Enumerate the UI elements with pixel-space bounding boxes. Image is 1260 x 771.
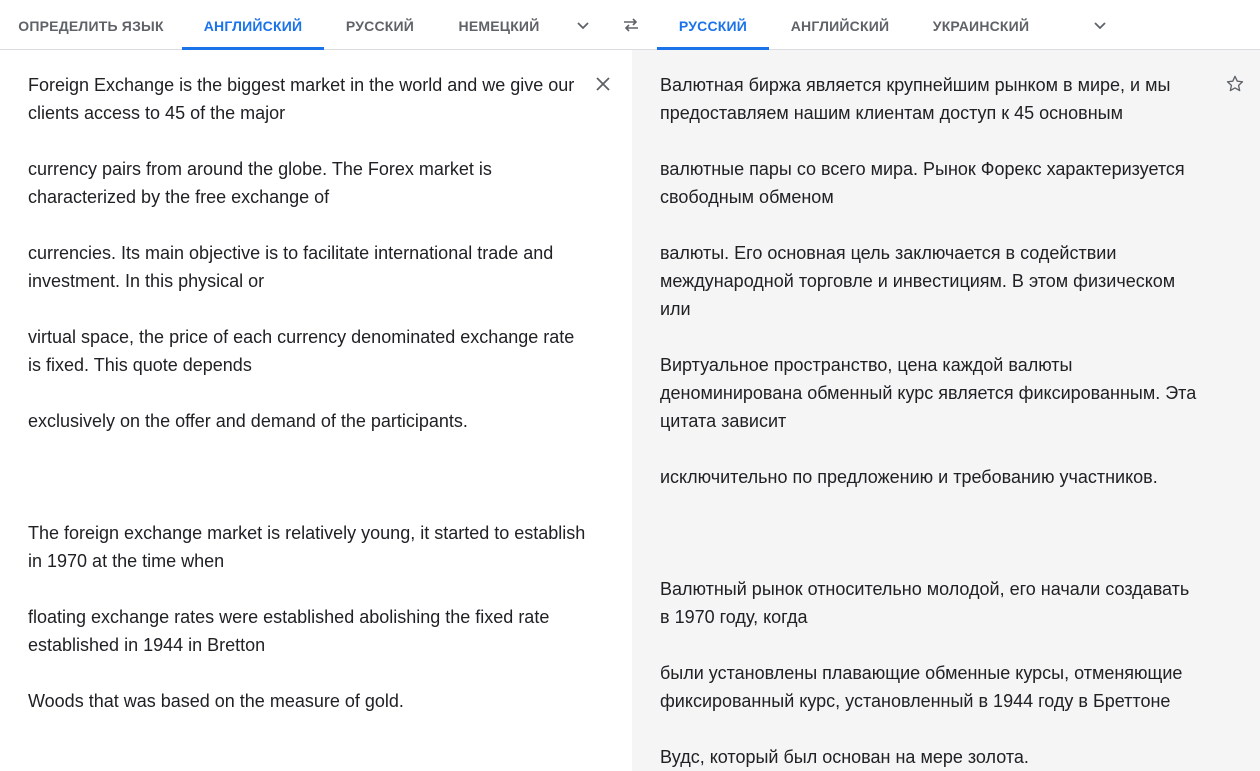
source-text-input[interactable]: Foreign Exchange is the biggest market in the world and we give our clients access to 45 of the major currency pairs from around the globe. The Forex market is characterized by the free exchange of currencies. Its main objective is to facilitate international trade and investment. In this physical or virtual space, the price of each currency denominated exchange rate is fixed. This quote depends exclusively on the offer and demand of the participants. The foreign exchange market is relatively young, it started to establish in 1970 at the time when floating exchange rates were established abolishing the fixed rate established in 1944 in Bretton Woods that was based on the measure of gold. [28, 75, 586, 711]
close-icon [595, 76, 611, 92]
tab-target-english[interactable]: АНГЛИЙСКИЙ [790, 18, 890, 34]
translation-panel [632, 50, 1260, 771]
tab-source-german[interactable]: НЕМЕЦКИЙ [458, 18, 540, 34]
chevron-down-icon [1092, 17, 1108, 33]
swap-icon [621, 15, 641, 35]
tab-detect-language[interactable]: ОПРЕДЕЛИТЬ ЯЗЫК [18, 18, 164, 34]
language-bar [0, 0, 1260, 50]
tab-target-ukrainian[interactable]: УКРАИНСКИЙ [932, 18, 1030, 34]
swap-languages-button[interactable] [618, 12, 644, 38]
star-icon [1225, 74, 1245, 94]
tab-source-russian[interactable]: РУССКИЙ [345, 18, 415, 34]
tab-source-english[interactable]: АНГЛИЙСКИЙ [182, 0, 324, 49]
target-more-languages-button[interactable] [1087, 12, 1113, 38]
tab-target-russian[interactable]: РУССКИЙ [657, 0, 769, 49]
translation-output: Валютная биржа является крупнейшим рынком в мире, и мы предоставляем нашим клиентам доступ к 45 основным валютные пары со всего мира. Рынок Форекс характеризуется свободным обменом валюты. Его основная цель заключается в содействии международной торговле и инвестициям. В этом физическом или Виртуальное пространство, цена каждой валюты деноминирована обменный курс является фиксированным. Эта цитата зависит исключительно по предложению и требованию участников. Валютный рынок относительно молодой, его начали создавать в 1970 году, когда были установлены плавающие обменные курсы, отменяющие фиксированный курс, установленный в 1944 году в Бреттоне Вудс, который был основан на мере золота. [660, 75, 1197, 767]
save-translation-button[interactable] [1222, 71, 1248, 97]
source-more-languages-button[interactable] [570, 12, 596, 38]
source-panel [0, 50, 632, 771]
clear-source-button[interactable] [590, 71, 616, 97]
chevron-down-icon [575, 17, 591, 33]
